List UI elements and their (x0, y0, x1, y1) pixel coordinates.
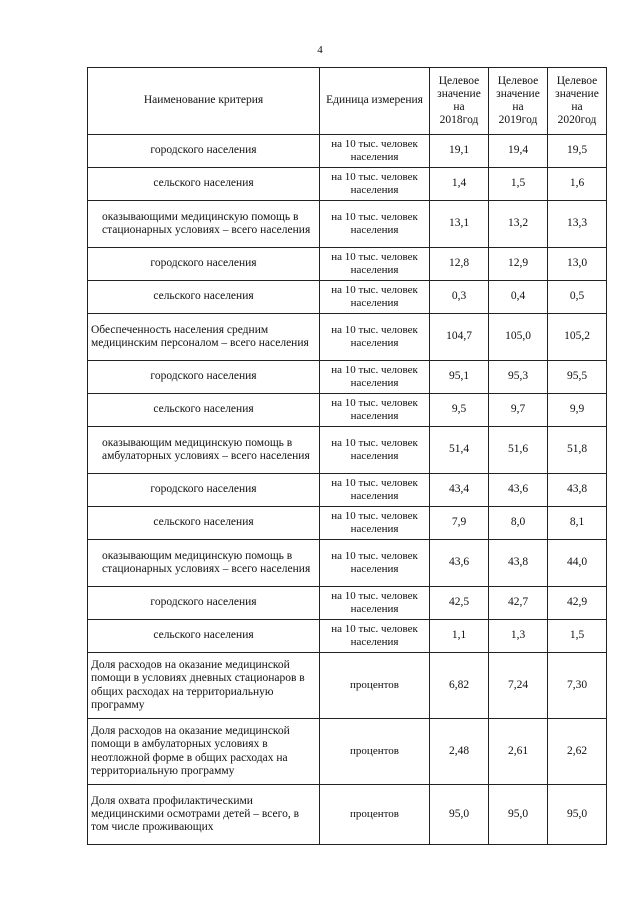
value-2019: 95,3 (489, 361, 548, 394)
criterion-name: оказывающими медицинскую помощь в стационарных условиях – всего населения (88, 201, 320, 248)
value-2020: 7,30 (548, 653, 607, 719)
unit-cell: на 10 тыс. человек населения (320, 135, 430, 168)
value-2018: 19,1 (430, 135, 489, 168)
value-2019: 0,4 (489, 281, 548, 314)
value-2018: 1,4 (430, 168, 489, 201)
unit-cell: на 10 тыс. человек населения (320, 168, 430, 201)
table-row (88, 620, 607, 653)
unit-cell: на 10 тыс. человек населения (320, 540, 430, 587)
criterion-name: городского населения (88, 587, 320, 620)
table-row (88, 201, 607, 248)
value-2018: 43,4 (430, 474, 489, 507)
criterion-name: оказывающим медицинскую помощь в амбулаторных условиях – всего населения (88, 427, 320, 474)
value-2019: 8,0 (489, 507, 548, 540)
header-target-2020: Целевое значение на 2020год (548, 68, 607, 135)
value-2020: 0,5 (548, 281, 607, 314)
unit-cell: на 10 тыс. человек населения (320, 314, 430, 361)
table-row (88, 394, 607, 427)
value-2019: 43,6 (489, 474, 548, 507)
criteria-table (87, 67, 607, 845)
value-2019: 12,9 (489, 248, 548, 281)
unit-cell: на 10 тыс. человек населения (320, 394, 430, 427)
unit-cell: на 10 тыс. человек населения (320, 361, 430, 394)
header-unit: Единица измерения (320, 68, 430, 135)
value-2018: 43,6 (430, 540, 489, 587)
table-row (88, 540, 607, 587)
value-2019: 13,2 (489, 201, 548, 248)
table-row (88, 248, 607, 281)
value-2018: 95,1 (430, 361, 489, 394)
value-2019: 43,8 (489, 540, 548, 587)
table-row (88, 135, 607, 168)
value-2019: 1,5 (489, 168, 548, 201)
unit-cell: на 10 тыс. человек населения (320, 201, 430, 248)
value-2019: 42,7 (489, 587, 548, 620)
value-2019: 7,24 (489, 653, 548, 719)
value-2018: 6,82 (430, 653, 489, 719)
criterion-name: городского населения (88, 248, 320, 281)
value-2018: 12,8 (430, 248, 489, 281)
value-2018: 1,1 (430, 620, 489, 653)
value-2020: 19,5 (548, 135, 607, 168)
value-2020: 13,0 (548, 248, 607, 281)
table-row (88, 361, 607, 394)
table-row (88, 507, 607, 540)
unit-cell: на 10 тыс. человек населения (320, 620, 430, 653)
unit-cell: на 10 тыс. человек населения (320, 507, 430, 540)
criterion-name: сельского населения (88, 168, 320, 201)
unit-cell: на 10 тыс. человек населения (320, 248, 430, 281)
value-2018: 104,7 (430, 314, 489, 361)
value-2019: 19,4 (489, 135, 548, 168)
criterion-name: Доля расходов на оказание медицинской помощи в условиях дневных стационаров в общих расходах на территориальную программу (88, 653, 320, 719)
value-2020: 1,6 (548, 168, 607, 201)
criterion-name: городского населения (88, 474, 320, 507)
criterion-name: городского населения (88, 361, 320, 394)
value-2019: 9,7 (489, 394, 548, 427)
value-2019: 1,3 (489, 620, 548, 653)
criterion-name: Доля охвата профилактическими медицинскими осмотрами детей – всего, в том числе проживающих (88, 785, 320, 845)
unit-cell: на 10 тыс. человек населения (320, 281, 430, 314)
value-2019: 2,61 (489, 719, 548, 785)
table-row (88, 168, 607, 201)
table-row (88, 785, 607, 845)
table-header-row (88, 68, 607, 135)
criterion-name: сельского населения (88, 394, 320, 427)
unit-cell: процентов (320, 653, 430, 719)
unit-cell: на 10 тыс. человек населения (320, 474, 430, 507)
value-2020: 95,5 (548, 361, 607, 394)
value-2020: 42,9 (548, 587, 607, 620)
value-2018: 42,5 (430, 587, 489, 620)
unit-cell: на 10 тыс. человек населения (320, 587, 430, 620)
unit-cell: на 10 тыс. человек населения (320, 427, 430, 474)
value-2018: 9,5 (430, 394, 489, 427)
value-2018: 2,48 (430, 719, 489, 785)
unit-cell: процентов (320, 785, 430, 845)
table-row (88, 587, 607, 620)
value-2020: 44,0 (548, 540, 607, 587)
header-target-2019: Целевое значение на 2019год (489, 68, 548, 135)
value-2020: 95,0 (548, 785, 607, 845)
value-2020: 2,62 (548, 719, 607, 785)
value-2020: 9,9 (548, 394, 607, 427)
table-row (88, 719, 607, 785)
header-target-2018: Целевое значение на 2018год (430, 68, 489, 135)
criterion-name: Обеспеченность населения средним медицинским персоналом – всего населения (88, 314, 320, 361)
criterion-name: сельского населения (88, 507, 320, 540)
value-2018: 7,9 (430, 507, 489, 540)
unit-cell: процентов (320, 719, 430, 785)
value-2019: 105,0 (489, 314, 548, 361)
value-2020: 13,3 (548, 201, 607, 248)
criterion-name: сельского населения (88, 620, 320, 653)
criterion-name: сельского населения (88, 281, 320, 314)
page-number: 4 (317, 44, 323, 56)
value-2019: 95,0 (489, 785, 548, 845)
criterion-name: городского населения (88, 135, 320, 168)
table-row (88, 653, 607, 719)
value-2018: 95,0 (430, 785, 489, 845)
value-2020: 51,8 (548, 427, 607, 474)
header-criterion-name: Наименование критерия (88, 68, 320, 135)
table-row (88, 474, 607, 507)
table-row (88, 427, 607, 474)
value-2020: 105,2 (548, 314, 607, 361)
table-row (88, 281, 607, 314)
value-2020: 8,1 (548, 507, 607, 540)
criterion-name: оказывающим медицинскую помощь в стационарных условиях – всего населения (88, 540, 320, 587)
criterion-name: Доля расходов на оказание медицинской помощи в амбулаторных условиях в неотложной форме в общих расходах на территориальную программу (88, 719, 320, 785)
value-2018: 0,3 (430, 281, 489, 314)
value-2020: 43,8 (548, 474, 607, 507)
value-2018: 51,4 (430, 427, 489, 474)
value-2019: 51,6 (489, 427, 548, 474)
value-2018: 13,1 (430, 201, 489, 248)
value-2020: 1,5 (548, 620, 607, 653)
table-row (88, 314, 607, 361)
